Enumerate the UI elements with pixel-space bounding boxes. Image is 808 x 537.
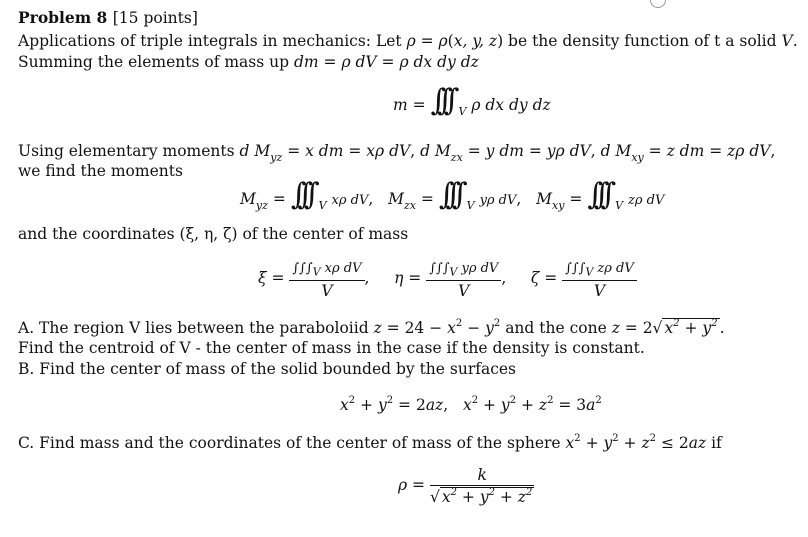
coordinates-text: and the coordinates (ξ, η, ζ) of the center of mass	[18, 225, 409, 243]
problem-title	[18, 8, 198, 27]
part-a-text: A. The region V lies between the paraboloiid	[18, 319, 369, 337]
intro-text-b: be the density function of t a solid	[508, 32, 777, 50]
part-a-text-2: Find the centroid of V - the center of mass in the case if the density is constant.	[18, 339, 645, 357]
part-b-line	[18, 360, 516, 378]
part-c-text: C. Find mass and the coordinates of the center of mass of the sphere	[18, 434, 561, 452]
moments-line-2	[18, 162, 183, 180]
problem-points: [15 points]	[112, 9, 198, 27]
center-of-mass-formula: ξ = $\frac{\int\int\int_V x\rho dV}{V}$ , η = $\frac{\int\int\int_V y\rho dV}{V}$ , ζ = $\frac{\int\int\int_V z\rho dV}{V}$	[258, 258, 637, 300]
moments-text: Using elementary moments	[18, 142, 235, 160]
part-b-text: B. Find the center of mass of the solid bounded by the surfaces	[18, 360, 517, 378]
problem-number: Problem 8	[18, 8, 108, 27]
part-c-line: C. Find mass and the coordinates of the center of mass of the sphere $x^2 + y^2 + z^2 \le 2az$ if	[18, 433, 722, 452]
part-c-if: if	[711, 434, 722, 452]
density-formula: ρ = $\frac{k}{√ x^2 + y^2 + z^2}$	[398, 466, 533, 506]
intro-line-2: Summing the elements of mass up dm = ρ dV = ρ dx dy dz	[18, 53, 479, 71]
part-a-line-1: A. The region V lies between the paraboloiid $z = 24 - x^2 - y^2$ and the cone z = 2√ $x^2 + y^2$ .	[18, 318, 725, 337]
mass-integral-formula: m = ∫∫∫ $_V$ ρ dx dy dz	[393, 83, 551, 118]
moments-line-1: Using elementary moments d $M_{yz} = x$ dm = xρ dV, d $M_{zx} = y$ dm = yρ dV, d $M_{xy} = z$ dm = zρ dV,	[18, 142, 776, 164]
intro-text-2: Summing the elements of mass up	[18, 53, 290, 71]
moments-integrals-formula: $M_{yz}$ = ∫∫∫ $_V$ xρ dV, $M_{zx}$ = ∫∫∫ $_V$ yρ dV, $M_{xy}$ = ∫∫∫ $_V$ zρ dV	[240, 177, 665, 212]
coordinates-line	[18, 225, 408, 243]
corner-artifact	[650, 0, 666, 8]
density-def: ρ	[406, 32, 416, 50]
part-b-surfaces-formula: $x^2 + y^2 = 2az$, $x^2 + y^2 + z^2 = 3a^2$	[340, 395, 602, 414]
moments-text-2: we find the moments	[18, 162, 183, 180]
intro-text-a: Applications of triple integrals in mechanics: Let	[18, 32, 402, 50]
intro-line-1: Applications of triple integrals in mechanics: Let ρ = ρ(x, y, z) be the density function of t a solid V.	[18, 32, 798, 50]
part-a-line-2	[18, 339, 645, 357]
part-a-text-b: and the cone	[505, 319, 607, 337]
